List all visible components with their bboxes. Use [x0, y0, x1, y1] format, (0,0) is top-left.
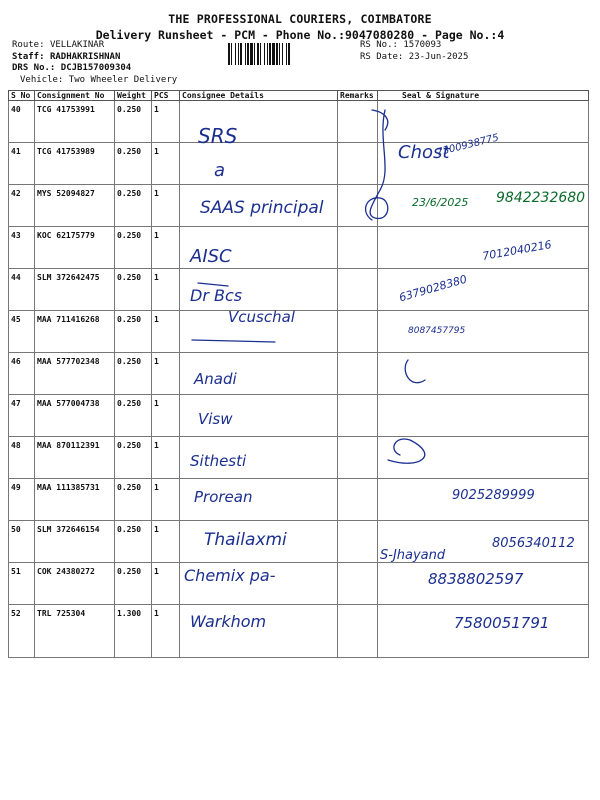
col-remarks: Remarks	[338, 91, 378, 101]
phone-40: 7300938775	[435, 132, 501, 159]
date-42: 23/6/2025	[412, 196, 469, 209]
route-value: VELLAKINAR	[49, 40, 105, 50]
cell-sno: 48	[9, 437, 35, 479]
consignee-hand-50: Thailaxmi	[204, 530, 287, 550]
rs-date-value: 23-Jun-2025	[408, 51, 469, 62]
cell-consignment: MAA 577004738	[35, 395, 115, 437]
phone-43: 7012040216	[481, 238, 553, 263]
drs-value: DCJB157009304	[60, 63, 132, 73]
seal-squiggle-2	[405, 360, 425, 383]
cell-pcs: 1	[152, 269, 180, 311]
phone-50: 8056340112	[492, 536, 575, 551]
cell-sno: 51	[9, 563, 35, 605]
cell-consignment: MAA 577702348	[35, 353, 115, 395]
cell-sno: 45	[9, 311, 35, 353]
cell-sno: 49	[9, 479, 35, 521]
cell-weight: 0.250	[115, 563, 152, 605]
signature-51: S-Jhayand	[380, 548, 446, 563]
consignee-hand-43: AISC	[190, 246, 232, 267]
rs-no-label: RS No.:	[360, 40, 398, 50]
cell-weight: 0.250	[115, 311, 152, 353]
cell-sno: 42	[9, 185, 35, 227]
col-consignee: Consignee Details	[180, 91, 338, 101]
consignee-hand-42: SAAS principal	[200, 198, 324, 218]
company-name: THE PROFESSIONAL COURIERS, COIMBATORE	[168, 12, 432, 26]
runsheet-title: Delivery Runsheet - PCM - Phone No.:9047080280 - Page No.:4	[95, 28, 505, 42]
cell-consignment: TCG 41753989	[35, 143, 115, 185]
cell-weight: 0.250	[115, 521, 152, 563]
consignee-hand-46: Anadi	[194, 370, 237, 388]
staff-value: RADHAKRISHNAN	[49, 51, 121, 62]
cell-weight: 0.250	[115, 269, 152, 311]
remarks-scribble-2	[372, 110, 388, 130]
cell-pcs: 1	[152, 395, 180, 437]
cell-consignment: KOC 62175779	[35, 227, 115, 269]
rs-no-value: 1570093	[403, 40, 442, 50]
col-consignment: Consignment No	[35, 91, 115, 101]
cell-consignment: MYS 52094827	[35, 185, 115, 227]
remarks-scribble	[366, 110, 388, 220]
cell-pcs: 1	[152, 437, 180, 479]
signature-40: Chost	[398, 142, 450, 163]
col-sno: S No	[9, 91, 35, 101]
consignee-hand-44: Dr Bcs	[190, 286, 243, 305]
cell-weight: 1.300	[115, 605, 152, 658]
col-signature: Seal & Signature	[378, 91, 589, 101]
phone-44: 6379028380	[397, 272, 469, 305]
phone-51: 8838802597	[428, 570, 524, 588]
cell-weight: 0.250	[115, 437, 152, 479]
cell-consignment: MAA 870112391	[35, 437, 115, 479]
col-pcs: PCS	[152, 91, 180, 101]
cell-sno: 52	[9, 605, 35, 658]
cell-consignment: TCG 41753991	[35, 101, 115, 143]
col-weight: Weight	[115, 91, 152, 101]
cell-pcs: 1	[152, 311, 180, 353]
cell-weight: 0.250	[115, 185, 152, 227]
vehicle-label: Vehicle:	[20, 74, 64, 85]
cell-consignment: SLM 372646154	[35, 521, 115, 563]
cell-weight: 0.250	[115, 143, 152, 185]
cell-weight: 0.250	[115, 479, 152, 521]
cell-consignment: MAA 111385731	[35, 479, 115, 521]
cell-consignment: SLM 372642475	[35, 269, 115, 311]
consignee-hand-47: Visw	[198, 410, 233, 428]
cell-consignment: MAA 711416268	[35, 311, 115, 353]
cell-sno: 46	[9, 353, 35, 395]
consignee-hand-48: Sithesti	[190, 452, 247, 470]
cell-sno: 47	[9, 395, 35, 437]
cell-pcs: 1	[152, 353, 180, 395]
consignee-hand-49: Prorean	[194, 488, 253, 506]
cell-pcs: 1	[152, 227, 180, 269]
cell-weight: 0.250	[115, 227, 152, 269]
cell-sno: 40	[9, 101, 35, 143]
cell-weight: 0.250	[115, 395, 152, 437]
cell-pcs: 1	[152, 101, 180, 143]
consignee-hand-41: a	[214, 160, 226, 181]
cell-pcs: 1	[152, 479, 180, 521]
cell-sno: 41	[9, 143, 35, 185]
drs-label: DRS No.:	[12, 63, 56, 73]
cell-pcs: 1	[152, 605, 180, 658]
cell-sno: 44	[9, 269, 35, 311]
phone-45: 8087457795	[408, 326, 466, 336]
cell-sno: 50	[9, 521, 35, 563]
cell-weight: 0.250	[115, 353, 152, 395]
cell-pcs: 1	[152, 563, 180, 605]
cell-weight: 0.250	[115, 101, 152, 143]
rs-date-label: RS Date:	[360, 51, 404, 62]
cell-sno: 43	[9, 227, 35, 269]
route-label: Route:	[12, 40, 45, 50]
vehicle-value: Two Wheeler Delivery	[68, 74, 178, 85]
consignee-hand-51: Chemix pa-	[184, 566, 276, 585]
consignee-hand-45: Vcuschal	[228, 308, 295, 326]
consignee-hand-40: SRS	[198, 124, 238, 148]
cell-pcs: 1	[152, 143, 180, 185]
staff-label: Staff:	[12, 51, 45, 62]
seal-squiggle-1	[388, 439, 425, 463]
cell-consignment: TRL 725304	[35, 605, 115, 658]
phone-42: 9842232680	[496, 190, 586, 206]
strike-line	[192, 340, 275, 342]
phone-52: 7580051791	[454, 614, 550, 632]
cell-pcs: 1	[152, 521, 180, 563]
phone-49: 9025289999	[452, 488, 535, 503]
cell-pcs: 1	[152, 185, 180, 227]
consignee-hand-52: Warkhom	[190, 612, 267, 631]
cell-consignment: COK 24380272	[35, 563, 115, 605]
